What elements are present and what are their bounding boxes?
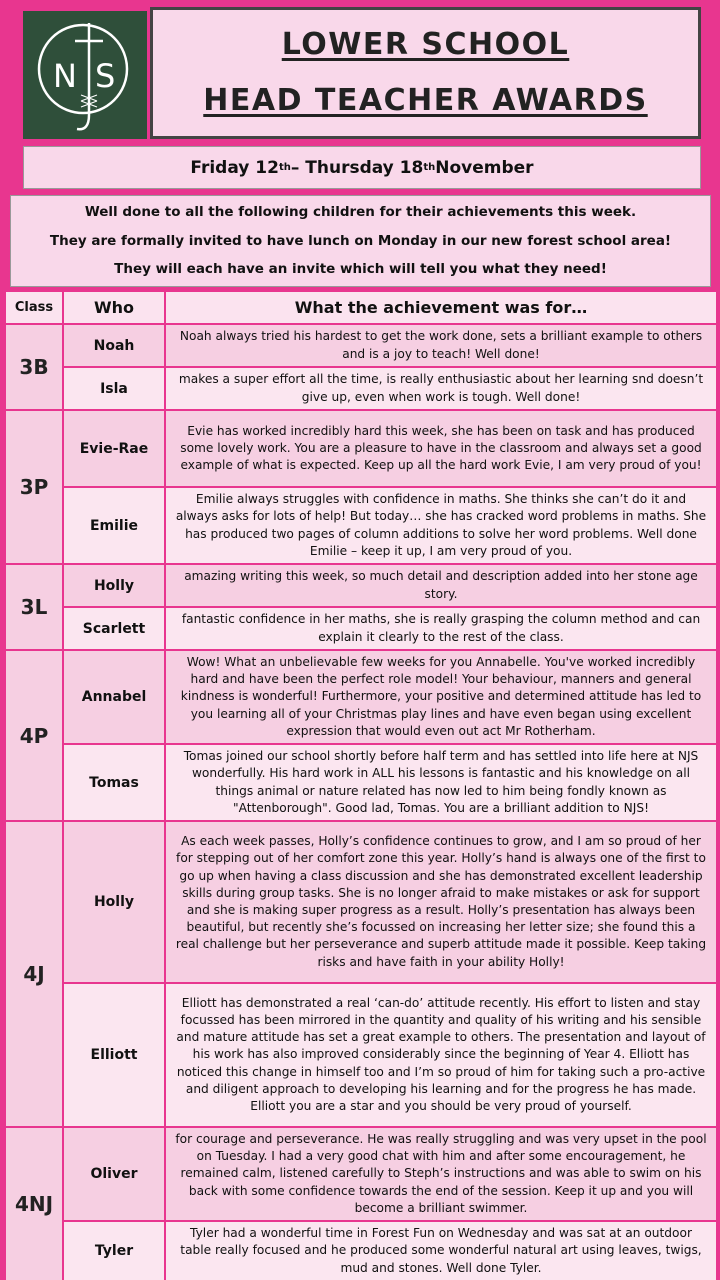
who-cell: Tyler <box>63 1221 165 1280</box>
date-end: – Thursday 18 <box>290 157 424 178</box>
who-cell: Holly <box>63 564 165 607</box>
table-row <box>5 744 717 821</box>
njs-crest-icon <box>23 11 147 139</box>
achievement-cell: amazing writing this week, so much detail and description added into her stone age story. <box>165 564 717 607</box>
achievement-cell: Evie has worked incredibly hard this week, she has been on task and has produced some lovely work. You are a pleasure to have in the classroom and always set a good example of what is expected. Keep up all the hard work Evie, I am very proud of you! <box>165 410 717 487</box>
table-row <box>5 1221 717 1280</box>
date-start: Friday 12 <box>190 157 279 178</box>
achievement-cell: As each week passes, Holly’s confidence continues to grow, and I am so proud of her for stepping out of her comfort zone this year. Holly’s hand is always one of the first to go up when having a class discussion and she has demonstrated excellent leadership skills during group tasks. She is no longer afraid to make mistakes or ask for support and she is making super progress as a result. Holly’s presentation has always been beautiful, but recently she’s focussed on increasing her letter size; she found this a real challenge but her perseverance and superb attitude made it possible. Keep taking risks and have faith in your ability Holly! <box>165 821 717 983</box>
logo-letter-s: S <box>95 57 116 95</box>
who-cell: Elliott <box>63 983 165 1127</box>
who-cell: Evie-Rae <box>63 410 165 487</box>
table-row <box>5 564 717 607</box>
achievement-cell: Noah always tried his hardest to get the work done, sets a brilliant example to others and is a joy to teach! Well done! <box>165 324 717 367</box>
achievement-cell: Emilie always struggles with confidence in maths. She thinks she can’t do it and always asks for lots of help! But today… she has cracked word problems in maths. She has produced two pages of column additions to solve her word problems. Well done Emilie – keep it up, I am very proud of you. <box>165 487 717 564</box>
date-end-suffix: th <box>423 162 436 173</box>
header-class: Class <box>5 291 63 324</box>
date-start-suffix: th <box>278 162 291 173</box>
class-cell: 4P <box>5 650 63 821</box>
who-cell: Scarlett <box>63 607 165 650</box>
date-month: November <box>435 157 534 178</box>
school-logo <box>23 11 147 139</box>
title-panel <box>150 7 701 139</box>
title-line-2: HEAD TEACHER AWARDS <box>203 83 648 118</box>
achievement-cell: Tomas joined our school shortly before half term and has settled into life here at NJS wonderfully. His hard work in ALL his lessons is fantastic and his knowledge on all things animal or nature related has now led to him being fondly known as "Attenborough". Good lad, Tomas. You are a brilliant addition to NJS! <box>165 744 717 821</box>
table-row <box>5 410 717 487</box>
class-cell: 4J <box>5 821 63 1127</box>
logo-letter-n: N <box>53 57 77 95</box>
class-cell: 3B <box>5 324 63 410</box>
table-row <box>5 324 717 367</box>
achievement-cell: fantastic confidence in her maths, she is really grasping the column method and can explain it clearly to the rest of the class. <box>165 607 717 650</box>
achievement-cell: Wow! What an unbelievable few weeks for you Annabelle. You've worked incredibly hard and have been the perfect role model! Your behaviour, manners and general kindness is wonderful! Furthermore, your positive and determined attitude has led to you learning all of your Christmas play lines and have even began using excellent expression that would even out act Mr Rotherham. <box>165 650 717 744</box>
achievement-cell: for courage and perseverance. He was really struggling and was very upset in the pool on Tuesday. I had a very good chat with him and after some encouragement, he remained calm, listened carefully to Steph’s instructions and was able to swim on his back with some confidence towards the end of the session. Keep it up and you will become a brilliant swimmer. <box>165 1127 717 1221</box>
who-cell: Tomas <box>63 744 165 821</box>
intro-line: They are formally invited to have lunch on Monday in our new forest school area! <box>49 232 672 249</box>
title-line-1: LOWER SCHOOL <box>281 27 570 62</box>
table-row <box>5 367 717 410</box>
who-cell: Isla <box>63 367 165 410</box>
class-cell: 3L <box>5 564 63 650</box>
awards-table <box>4 290 718 1280</box>
who-cell: Oliver <box>63 1127 165 1221</box>
who-cell: Emilie <box>63 487 165 564</box>
class-cell: 4NJ <box>5 1127 63 1280</box>
table-row <box>5 983 717 1127</box>
header-what: What the achievement was for… <box>165 291 717 324</box>
intro-line: Well done to all the following children for their achievements this week. <box>84 204 637 221</box>
class-cell: 3P <box>5 410 63 564</box>
who-cell: Noah <box>63 324 165 367</box>
table-row <box>5 1127 717 1221</box>
header-who: Who <box>63 291 165 324</box>
table-row <box>5 821 717 983</box>
achievement-cell: Elliott has demonstrated a real ‘can-do’ attitude recently. His effort to listen and stay focussed has been mirrored in the quantity and quality of his writing and his sensible and mature attitude has set a great example to others. The presentation and layout of his work has also improved considerably since the beginning of Year 4. Elliott has noticed this change in himself too and I’m so proud of him for taking such a pro-active and diligent approach to developing his learning and for the progress he has made. Elliott you are a star and you should be very proud of yourself. <box>165 983 717 1127</box>
table-row <box>5 607 717 650</box>
intro-panel <box>10 195 711 287</box>
who-cell: Holly <box>63 821 165 983</box>
table-row <box>5 650 717 744</box>
table-header-row <box>5 291 717 324</box>
table-row <box>5 487 717 564</box>
achievement-cell: Tyler had a wonderful time in Forest Fun on Wednesday and was sat at an outdoor table really focused and he produced some wonderful natural art using leaves, twigs, mud and stones. Well done Tyler. <box>165 1221 717 1280</box>
who-cell: Annabel <box>63 650 165 744</box>
intro-line: They will each have an invite which will tell you what they need! <box>114 261 607 278</box>
achievement-cell: makes a super effort all the time, is really enthusiastic about her learning snd doesn’t give up, even when work is tough. Well done! <box>165 367 717 410</box>
date-banner <box>23 146 701 189</box>
